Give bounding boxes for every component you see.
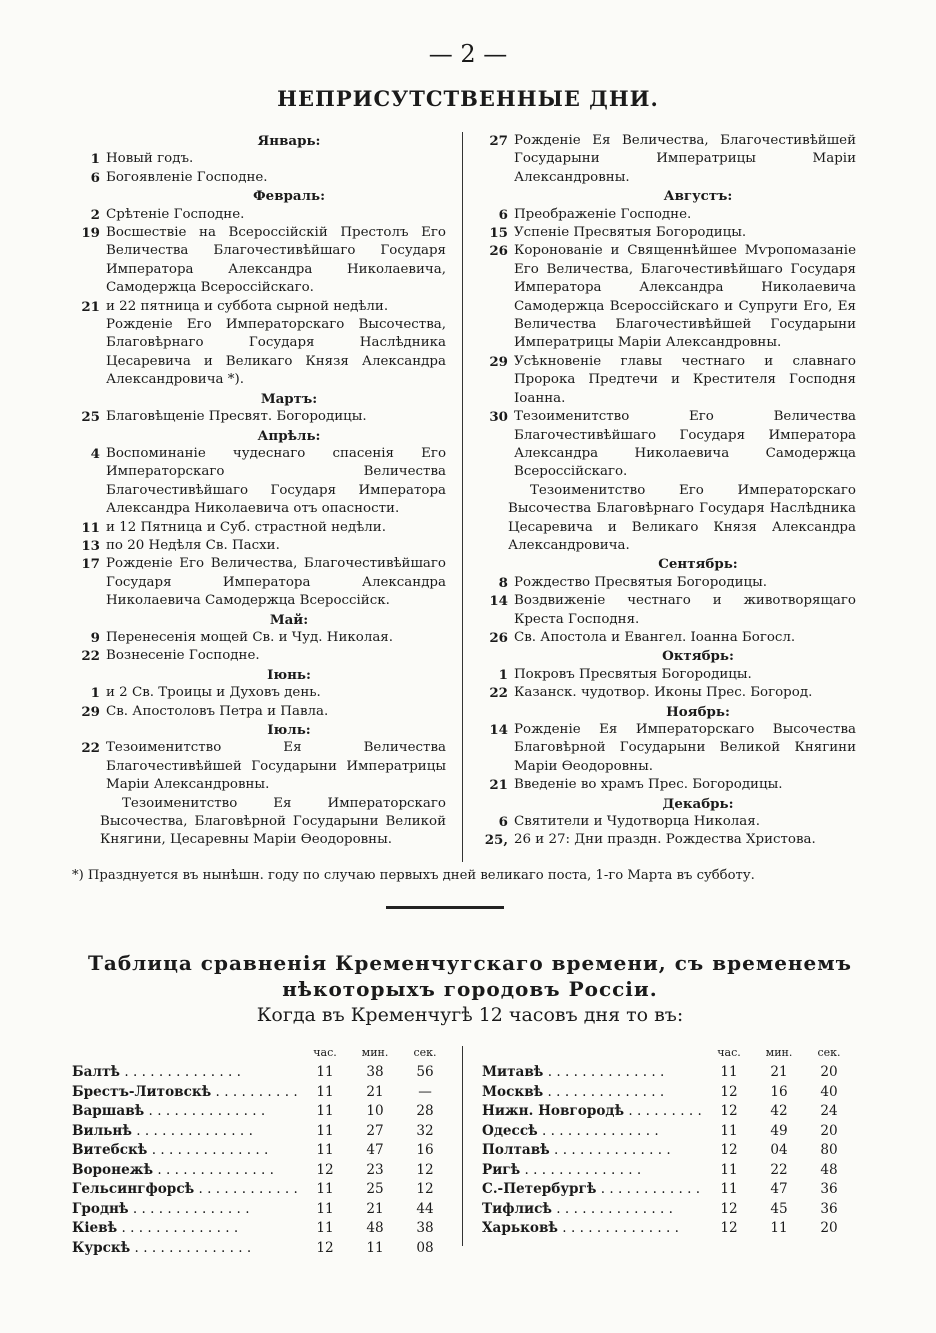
table-row — [482, 1180, 854, 1200]
holiday-text: и 12 Пятница и Суб. страстной недѣли. — [106, 519, 386, 535]
holiday-date: 21 — [489, 777, 508, 794]
city-name: Витебскѣ . . . — [72, 1142, 300, 1158]
section-divider — [386, 906, 504, 909]
table-row — [482, 1121, 854, 1141]
holiday-entry — [72, 684, 446, 702]
seconds-value: 38 — [416, 1220, 434, 1237]
holiday-entry — [480, 353, 856, 408]
holiday-text: Новый годъ. — [106, 151, 194, 167]
holiday-text: Введеніе во храмъ Прес. Богородицы. — [514, 777, 783, 793]
holiday-date: 27 — [489, 133, 508, 149]
holiday-date: 22 — [81, 648, 100, 665]
holiday-entry — [72, 408, 446, 426]
hours-value: 12 — [316, 1239, 334, 1256]
city-name: Воронежѣ . . . — [72, 1162, 300, 1178]
holiday-entry — [480, 224, 856, 242]
hours-value: 11 — [316, 1083, 334, 1100]
holiday-date: 25, — [484, 832, 508, 849]
page-title: НЕПРИСУТСТВЕННЫЕ ДНИ. — [277, 86, 659, 111]
holiday-text: Коронованіе и Священнѣйшее Мѵропомазаніе Его Величества, Благочестивѣйшаго Государя Императора Александра Николаевича Самодержца Всероссійскаго и Супруги Его, Ея Величества Благочестивѣйшей Государыни Императрицы Маріи Александровны. — [514, 243, 856, 351]
table-row — [482, 1141, 854, 1161]
seconds-value: 12 — [416, 1161, 434, 1178]
seconds-value: — — [418, 1083, 432, 1100]
header-seconds: сек. — [413, 1046, 437, 1060]
holiday-entry — [480, 776, 856, 794]
hours-value: 12 — [720, 1200, 738, 1217]
minutes-value: 16 — [770, 1083, 788, 1100]
table-row — [72, 1199, 452, 1219]
holiday-date: 14 — [489, 593, 508, 610]
table-row — [72, 1180, 452, 1200]
minutes-value: 47 — [366, 1142, 384, 1159]
holiday-date: 9 — [90, 629, 100, 646]
holiday-entry — [480, 721, 856, 776]
holiday-text: Св. Апостола и Евангел. Іоанна Богосл. — [514, 629, 796, 645]
seconds-value: 36 — [820, 1181, 838, 1198]
holiday-paragraph: Тезоименитство Ея Императорскаго Высочества, Благовѣрной Государыни Великой Княгини, Цесаревны Маріи Ѳеодоровны. — [100, 795, 446, 848]
holidays-left-column — [72, 132, 446, 850]
table-row — [482, 1160, 854, 1180]
holiday-date: 30 — [489, 409, 508, 426]
hours-value: 11 — [316, 1181, 334, 1198]
minutes-value: 27 — [366, 1122, 384, 1139]
city-name: Харьковѣ . . . — [482, 1220, 704, 1236]
city-name: Полтавѣ . . . — [482, 1142, 704, 1158]
holiday-date: 11 — [81, 519, 100, 536]
seconds-value: 40 — [820, 1083, 838, 1100]
holiday-entry — [480, 574, 856, 592]
table-row — [72, 1082, 452, 1102]
holiday-entry — [480, 242, 856, 352]
holiday-date: 29 — [489, 353, 508, 370]
seconds-value: 20 — [820, 1064, 838, 1081]
seconds-value: 32 — [416, 1122, 434, 1139]
holiday-text: Восшествіе на Всероссійскій Престолъ Его Величества Благочестивѣйшаго Государя Императора Александра Николаевича, Самодержца Всероссійскаго. — [106, 225, 446, 296]
city-name: Тифлисѣ . . . — [482, 1201, 704, 1217]
holiday-date: 14 — [489, 722, 508, 738]
hours-value: 12 — [720, 1220, 738, 1237]
holiday-date: 6 — [498, 206, 508, 223]
hours-value: 11 — [316, 1103, 334, 1120]
minutes-value: 04 — [770, 1142, 788, 1159]
minutes-value: 11 — [770, 1220, 788, 1237]
hours-value: 11 — [720, 1064, 738, 1081]
holiday-entry — [480, 666, 856, 684]
hours-value: 12 — [720, 1103, 738, 1120]
column-divider — [462, 132, 463, 862]
holiday-date: 25 — [81, 409, 100, 426]
table-row — [482, 1063, 854, 1083]
holiday-entry — [480, 813, 856, 831]
city-name: Кіевѣ . . . — [72, 1220, 300, 1236]
holiday-text: Святители и Чудотворца Николая. — [514, 814, 760, 830]
hours-value: 11 — [720, 1122, 738, 1139]
holiday-date: 21 — [81, 298, 100, 315]
hours-value: 11 — [720, 1181, 738, 1198]
holiday-text: Усѣкновеніе главы честнаго и славнаго Пророка Предтечи и Крестителя Господня Іоанна. — [514, 353, 856, 406]
table-header — [72, 1043, 452, 1063]
holiday-text: Преображеніе Господне. — [514, 206, 692, 222]
hours-value: 12 — [720, 1142, 738, 1159]
holiday-text: Рожденіе Ея Императорскаго Высочества Благовѣрной Государыни Великой Княгини Маріи Ѳеодоровны. — [514, 722, 856, 774]
header-hours: час. — [717, 1046, 741, 1060]
minutes-value: 23 — [366, 1161, 384, 1178]
holiday-date: 15 — [489, 225, 508, 242]
month-heading: Августъ: — [663, 188, 733, 205]
city-name: Митавѣ . . . — [482, 1064, 704, 1080]
seconds-value: 24 — [820, 1103, 838, 1120]
month-heading: Іюнь: — [267, 666, 311, 683]
hours-value: 11 — [316, 1220, 334, 1237]
holiday-text: Богоявленіе Господне. — [106, 169, 268, 185]
month-heading: Май: — [269, 611, 309, 628]
month-heading: Февраль: — [252, 188, 326, 205]
city-name: Москвѣ . . . — [482, 1084, 704, 1100]
seconds-value: 44 — [416, 1200, 434, 1217]
holiday-entry — [480, 629, 856, 647]
holiday-date — [72, 316, 106, 390]
table-row — [72, 1063, 452, 1083]
holiday-date: 2 — [90, 206, 100, 223]
holiday-paragraph: Тезоименитство Его Императорскаго Высочества Благовѣрнаго Государя Наслѣдника Цесаревича и Великаго Князя Александра Александровича. — [508, 482, 856, 553]
holiday-date: 22 — [81, 740, 100, 757]
table-row — [72, 1141, 452, 1161]
city-name: Брестъ-Литовскѣ . . . — [72, 1084, 300, 1100]
holiday-text: Вознесеніе Господне. — [106, 648, 260, 664]
holiday-text: Перенесенія мощей Св. и Чуд. Николая. — [106, 629, 394, 645]
month-heading: Сентябрь: — [658, 556, 738, 573]
month-heading: Мартъ: — [260, 390, 318, 407]
table-divider — [462, 1046, 463, 1246]
time-table-right — [482, 1043, 854, 1238]
holiday-date: 17 — [81, 556, 100, 573]
holiday-entry — [480, 831, 856, 849]
minutes-value: 38 — [366, 1064, 384, 1081]
holiday-text: Тезоименитство Ея Величества Благочестивѣйшей Государыни Императрицы Маріи Александровны. — [106, 740, 446, 793]
table-row — [72, 1238, 452, 1258]
month-heading: Апрѣль: — [257, 427, 321, 444]
table-row — [482, 1082, 854, 1102]
table-row — [482, 1102, 854, 1122]
seconds-value: 20 — [820, 1220, 838, 1237]
table-subtitle: Когда въ Кременчугѣ 12 часовъ дня то въ: — [256, 1004, 684, 1026]
table-row — [482, 1199, 854, 1219]
hours-value: 11 — [316, 1122, 334, 1139]
holiday-date: 26 — [489, 243, 508, 260]
holiday-date: 22 — [489, 685, 508, 702]
month-heading: Декабрь: — [662, 795, 734, 812]
city-name: Балтѣ . . . — [72, 1064, 300, 1080]
holiday-entry — [480, 206, 856, 224]
time-table-left — [72, 1043, 452, 1258]
seconds-value: 28 — [416, 1103, 434, 1120]
minutes-value: 11 — [366, 1239, 384, 1256]
holiday-date: 1 — [498, 666, 508, 683]
holiday-text: Рождество Пресвятыя Богородицы. — [514, 574, 768, 590]
holiday-date: 26 — [489, 629, 508, 646]
table-row — [482, 1219, 854, 1239]
holiday-entry — [72, 445, 446, 519]
seconds-value: 36 — [820, 1200, 838, 1217]
month-heading: Январь: — [257, 133, 321, 149]
hours-value: 12 — [720, 1083, 738, 1100]
holiday-entry — [72, 555, 446, 610]
seconds-value: 12 — [416, 1181, 434, 1198]
holiday-date: 1 — [90, 151, 100, 168]
table-row — [72, 1121, 452, 1141]
holiday-date: 6 — [90, 169, 100, 186]
city-name: Гроднѣ . . . — [72, 1201, 300, 1217]
holiday-text: Казанск. чудотвор. Иконы Прес. Богород. — [514, 685, 813, 701]
holiday-entry — [72, 703, 446, 721]
holiday-entry — [72, 647, 446, 665]
holiday-entry — [480, 132, 856, 187]
month-heading: Октябрь: — [662, 648, 734, 665]
holiday-entry — [72, 224, 446, 298]
minutes-value: 49 — [770, 1122, 788, 1139]
holiday-date: 29 — [81, 703, 100, 720]
hours-value: 11 — [316, 1064, 334, 1081]
holiday-text: и 22 пятница и суббота сырной недѣли. — [106, 298, 389, 314]
minutes-value: 25 — [366, 1181, 384, 1198]
table-row — [72, 1102, 452, 1122]
minutes-value: 21 — [770, 1064, 788, 1081]
holiday-entry — [72, 629, 446, 647]
city-name: Гельсингфорсѣ . . . — [72, 1181, 300, 1197]
hours-value: 11 — [316, 1200, 334, 1217]
holiday-text: Срѣтеніе Господне. — [106, 206, 245, 222]
minutes-value: 21 — [366, 1200, 384, 1217]
hours-value: 11 — [720, 1161, 738, 1178]
minutes-value: 47 — [770, 1181, 788, 1198]
minutes-value: 10 — [366, 1103, 384, 1120]
holiday-text: 26 и 27: Дни праздн. Рождества Христова. — [514, 832, 816, 848]
city-name: Одессѣ . . . — [482, 1123, 704, 1139]
city-name: Курскѣ . . . — [72, 1240, 300, 1256]
table-header — [482, 1043, 854, 1063]
holiday-text: по 20 Недѣля Св. Пасхи. — [106, 537, 280, 553]
minutes-value: 45 — [770, 1200, 788, 1217]
city-name: Вильнѣ . . . — [72, 1123, 300, 1139]
holiday-entry — [480, 408, 856, 482]
table-row — [72, 1160, 452, 1180]
holiday-entry — [480, 684, 856, 702]
holiday-entry — [72, 739, 446, 794]
footnote: *) Празднуется въ нынѣшн. году по случаю первыхъ дней великаго поста, 1-го Марта въ субботу. — [72, 868, 755, 883]
city-name: Варшавѣ . . . — [72, 1103, 300, 1119]
seconds-value: 08 — [416, 1239, 434, 1256]
minutes-value: 22 — [770, 1161, 788, 1178]
header-minutes: мин. — [361, 1046, 389, 1060]
holiday-entry — [72, 150, 446, 168]
holiday-date: 13 — [81, 537, 100, 554]
table-title: Таблица сравненія Кременчугскаго времени, съ временемъ нѣкоторыхъ городовъ Россіи. — [87, 951, 852, 1001]
month-heading: Іюль: — [267, 722, 311, 738]
hours-value: 12 — [316, 1161, 334, 1178]
holiday-text: Тезоименитство Его Величества Благочестивѣйшаго Государя Императора Александра Николаевича Самодержца Всероссійскаго. — [514, 409, 856, 480]
holiday-date: 1 — [90, 685, 100, 702]
header-seconds: сек. — [817, 1046, 841, 1060]
hours-value: 11 — [316, 1142, 334, 1159]
holiday-text: Успеніе Пресвятыя Богородицы. — [514, 225, 747, 241]
table-row — [72, 1219, 452, 1239]
header-minutes: мин. — [765, 1046, 793, 1060]
holiday-entry — [72, 298, 446, 316]
holiday-text: Благовѣщеніе Пресвят. Богородицы. — [106, 409, 367, 425]
minutes-value: 21 — [366, 1083, 384, 1100]
holiday-text: и 2 Св. Троицы и Духовъ день. — [106, 685, 321, 701]
holiday-text: Св. Апостоловъ Петра и Павла. — [106, 703, 329, 719]
city-name: Нижн. Новгородѣ . . . — [482, 1103, 704, 1119]
holiday-entry — [72, 537, 446, 555]
seconds-value: 56 — [416, 1064, 434, 1081]
holiday-date: 6 — [498, 814, 508, 831]
seconds-value: 20 — [820, 1122, 838, 1139]
holiday-text: Рожденіе Его Величества, Благочестивѣйшаго Государя Императора Александра Николаевича Самодержца Всероссійск. — [106, 556, 446, 609]
seconds-value: 48 — [820, 1161, 838, 1178]
holiday-text: Рожденіе Ея Величества, Благочестивѣйшей Государыни Императрицы Маріи Александровны. — [514, 133, 856, 185]
holiday-text: Воспоминаніе чудеснаго спасенія Его Императорскаго Величества Благочестивѣйшаго Государя Императора Александра Николаевича отъ опасности. — [106, 445, 446, 517]
seconds-value: 16 — [416, 1142, 434, 1159]
holiday-date: 4 — [90, 445, 100, 462]
minutes-value: 48 — [366, 1220, 384, 1237]
holiday-text: Покровъ Пресвятыя Богородицы. — [514, 666, 752, 682]
holiday-entry — [72, 206, 446, 224]
city-name: Ригѣ . . . — [482, 1162, 704, 1178]
page-number: — 2 — — [428, 40, 508, 68]
minutes-value: 42 — [770, 1103, 788, 1120]
holiday-entry — [72, 519, 446, 537]
seconds-value: 80 — [820, 1142, 838, 1159]
city-name: С.-Петербургѣ . . . — [482, 1181, 704, 1197]
holiday-date: 8 — [498, 574, 508, 591]
header-hours: час. — [313, 1046, 337, 1060]
holiday-entry — [480, 592, 856, 629]
holiday-entry — [72, 169, 446, 187]
holiday-text: Рожденіе Его Императорскаго Высочества, Благовѣрнаго Государя Наслѣдника Цесаревича и Великаго Князя Александра Александровича *). — [106, 317, 446, 388]
month-heading: Ноябрь: — [666, 703, 730, 720]
holidays-right-column — [480, 132, 856, 850]
holiday-date: 19 — [81, 225, 100, 242]
holiday-entry — [72, 316, 446, 390]
holiday-text: Воздвиженіе честнаго и животворящаго Креста Господня. — [514, 593, 856, 627]
